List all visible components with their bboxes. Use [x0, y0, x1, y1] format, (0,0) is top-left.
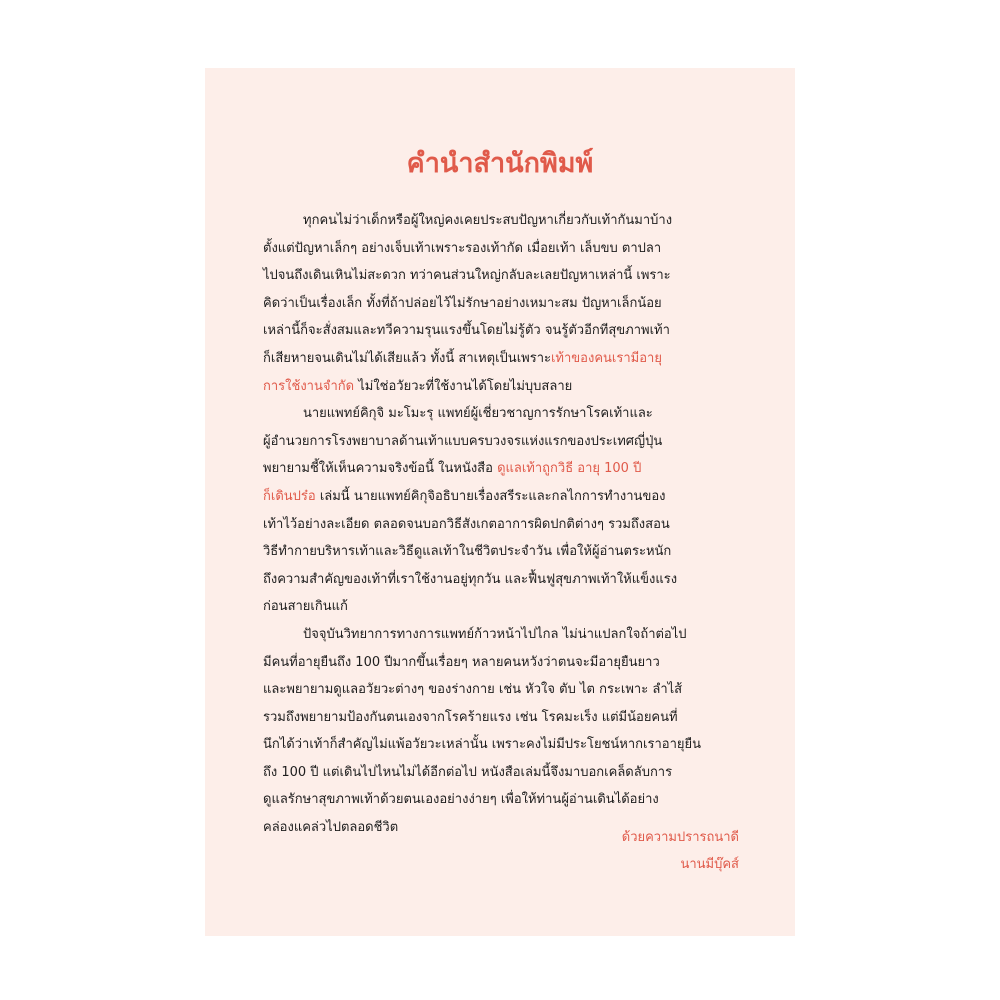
- text-line: มีคนที่อายุยืนถึง 100 ปีมากขึ้นเรื่อยๆ หลายคนหวังว่าตนจะมีอายุยืนยาว: [263, 654, 660, 670]
- paragraph-1: [263, 207, 751, 400]
- signature-publisher: นานมีบุ๊คส์: [680, 857, 739, 872]
- text-line: ก่อนสายเกินแก้: [263, 599, 348, 615]
- text-segment: ไม่ใช่อวัยวะที่ใช้งานได้โดยไม่บุบสลาย: [354, 378, 573, 394]
- text-line: นายแพทย์คิกุจิ มะโมะรุ แพทย์ผู้เชี่ยวชาญการรักษาโรคเท้าและ: [303, 406, 653, 422]
- highlight-text: เท้าของคนเรามีอายุ: [550, 350, 662, 366]
- text-line: ดูแลรักษาสุขภาพเท้าด้วยตนเองอย่างง่ายๆ เพื่อให้ท่านผู้อ่านเดินได้อย่าง: [263, 792, 659, 808]
- signature-closing: ด้วยความปรารถนาดี: [621, 830, 739, 845]
- text-segment: พยายามชี้ให้เห็นความจริงข้อนี้ ในหนังสือ: [263, 461, 498, 477]
- text-line: นึกได้ว่าเท้าก็สำคัญไม่แพ้อวัยวะเหล่านั้น เพราะคงไม่มีประโยชน์หากเราอายุยืน: [263, 737, 701, 753]
- text-line: รวมถึงพยายามป้องกันตนเองจากโรคร้ายแรง เช่น โรคมะเร็ง แต่มีน้อยคนที่: [263, 709, 678, 725]
- text-line: ทุกคนไม่ว่าเด็กหรือผู้ใหญ่คงเคยประสบปัญหาเกี่ยวกับเท้ากันมาบ้าง: [303, 213, 673, 228]
- text-line: คล่องแคล่วไปตลอดชีวิต: [263, 820, 399, 836]
- signature: [622, 824, 739, 878]
- text-line: [263, 345, 751, 373]
- text-line: เท้าไว้อย่างละเอียด ตลอดจนบอกวิธีสังเกตอาการผิดปกติต่างๆ รวมถึงสอน: [263, 516, 670, 532]
- text-line: วิธีทำกายบริหารเท้าและวิธีดูแลเท้าในชีวิตประจำวัน เพื่อให้ผู้อ่านตระหนัก: [263, 544, 672, 560]
- text-line: [263, 455, 751, 483]
- highlight-text: การใช้งานจำกัด: [263, 378, 355, 394]
- page-title: คำนำสำนักพิมพ์: [406, 148, 594, 179]
- text-line: ถึง 100 ปี แต่เดินไปไหนไม่ได้อีกต่อไป หนังสือเล่มนี้จึงมาบอกเคล็ดลับการ: [263, 764, 673, 780]
- text-segment: ก็เสียหายจนเดินไม่ได้เสียแล้ว ทั้งนี้ สาเหตุเป็นเพราะ: [263, 350, 551, 366]
- text-line: ไปจนถึงเดินเหินไม่สะดวก ทว่าคนส่วนใหญ่กลับละเลยปัญหาเหล่านี้ เพราะ: [263, 268, 671, 284]
- paragraph-3: [263, 621, 751, 842]
- text-line: และพยายามดูแลอวัยวะต่างๆ ของร่างกาย เช่น หัวใจ ตับ ไต กระเพาะ ลำไส้: [263, 682, 683, 698]
- text-line: [263, 483, 751, 511]
- paragraph-2: [263, 400, 751, 621]
- text-line: ถึงความสำคัญของเท้าที่เราใช้งานอยู่ทุกวัน และฟื้นฟูสุขภาพเท้าให้แข็งแรง: [263, 571, 678, 587]
- highlight-text: ดูแลเท้าถูกวิธี อายุ 100 ปี: [497, 461, 642, 477]
- text-line: [263, 373, 751, 401]
- text-line: ปัจจุบันวิทยาการทางการแพทย์ก้าวหน้าไปไกล ไม่น่าแปลกใจถ้าต่อไป: [303, 626, 687, 642]
- highlight-text: ก็เดินปร๋อ: [263, 488, 316, 504]
- text-segment: เล่มนี้ นายแพทย์คิกุจิอธิบายเรื่องสรีระและกลไกการทำงานของ: [315, 488, 666, 504]
- text-line: คิดว่าเป็นเรื่องเล็ก ทั้งที่ถ้าปล่อยไว้ไม่รักษาอย่างเหมาะสม ปัญหาเล็กน้อย: [263, 295, 662, 311]
- text-line: ตั้งแต่ปัญหาเล็กๆ อย่างเจ็บเท้าเพราะรองเท้ากัด เมื่อยเท้า เล็บขบ ตาปลา: [263, 240, 662, 256]
- text-line: ผู้อำนวยการโรงพยาบาลด้านเท้าแบบครบวงจรแห่งแรกของประเทศญี่ปุ่น: [263, 433, 663, 449]
- text-line: เหล่านี้ก็จะสั่งสมและทวีความรุนแรงขึ้นโดยไม่รู้ตัว จนรู้ตัวอีกทีสุขภาพเท้า: [263, 323, 670, 339]
- book-page: [205, 68, 795, 936]
- preface-body: [263, 207, 751, 842]
